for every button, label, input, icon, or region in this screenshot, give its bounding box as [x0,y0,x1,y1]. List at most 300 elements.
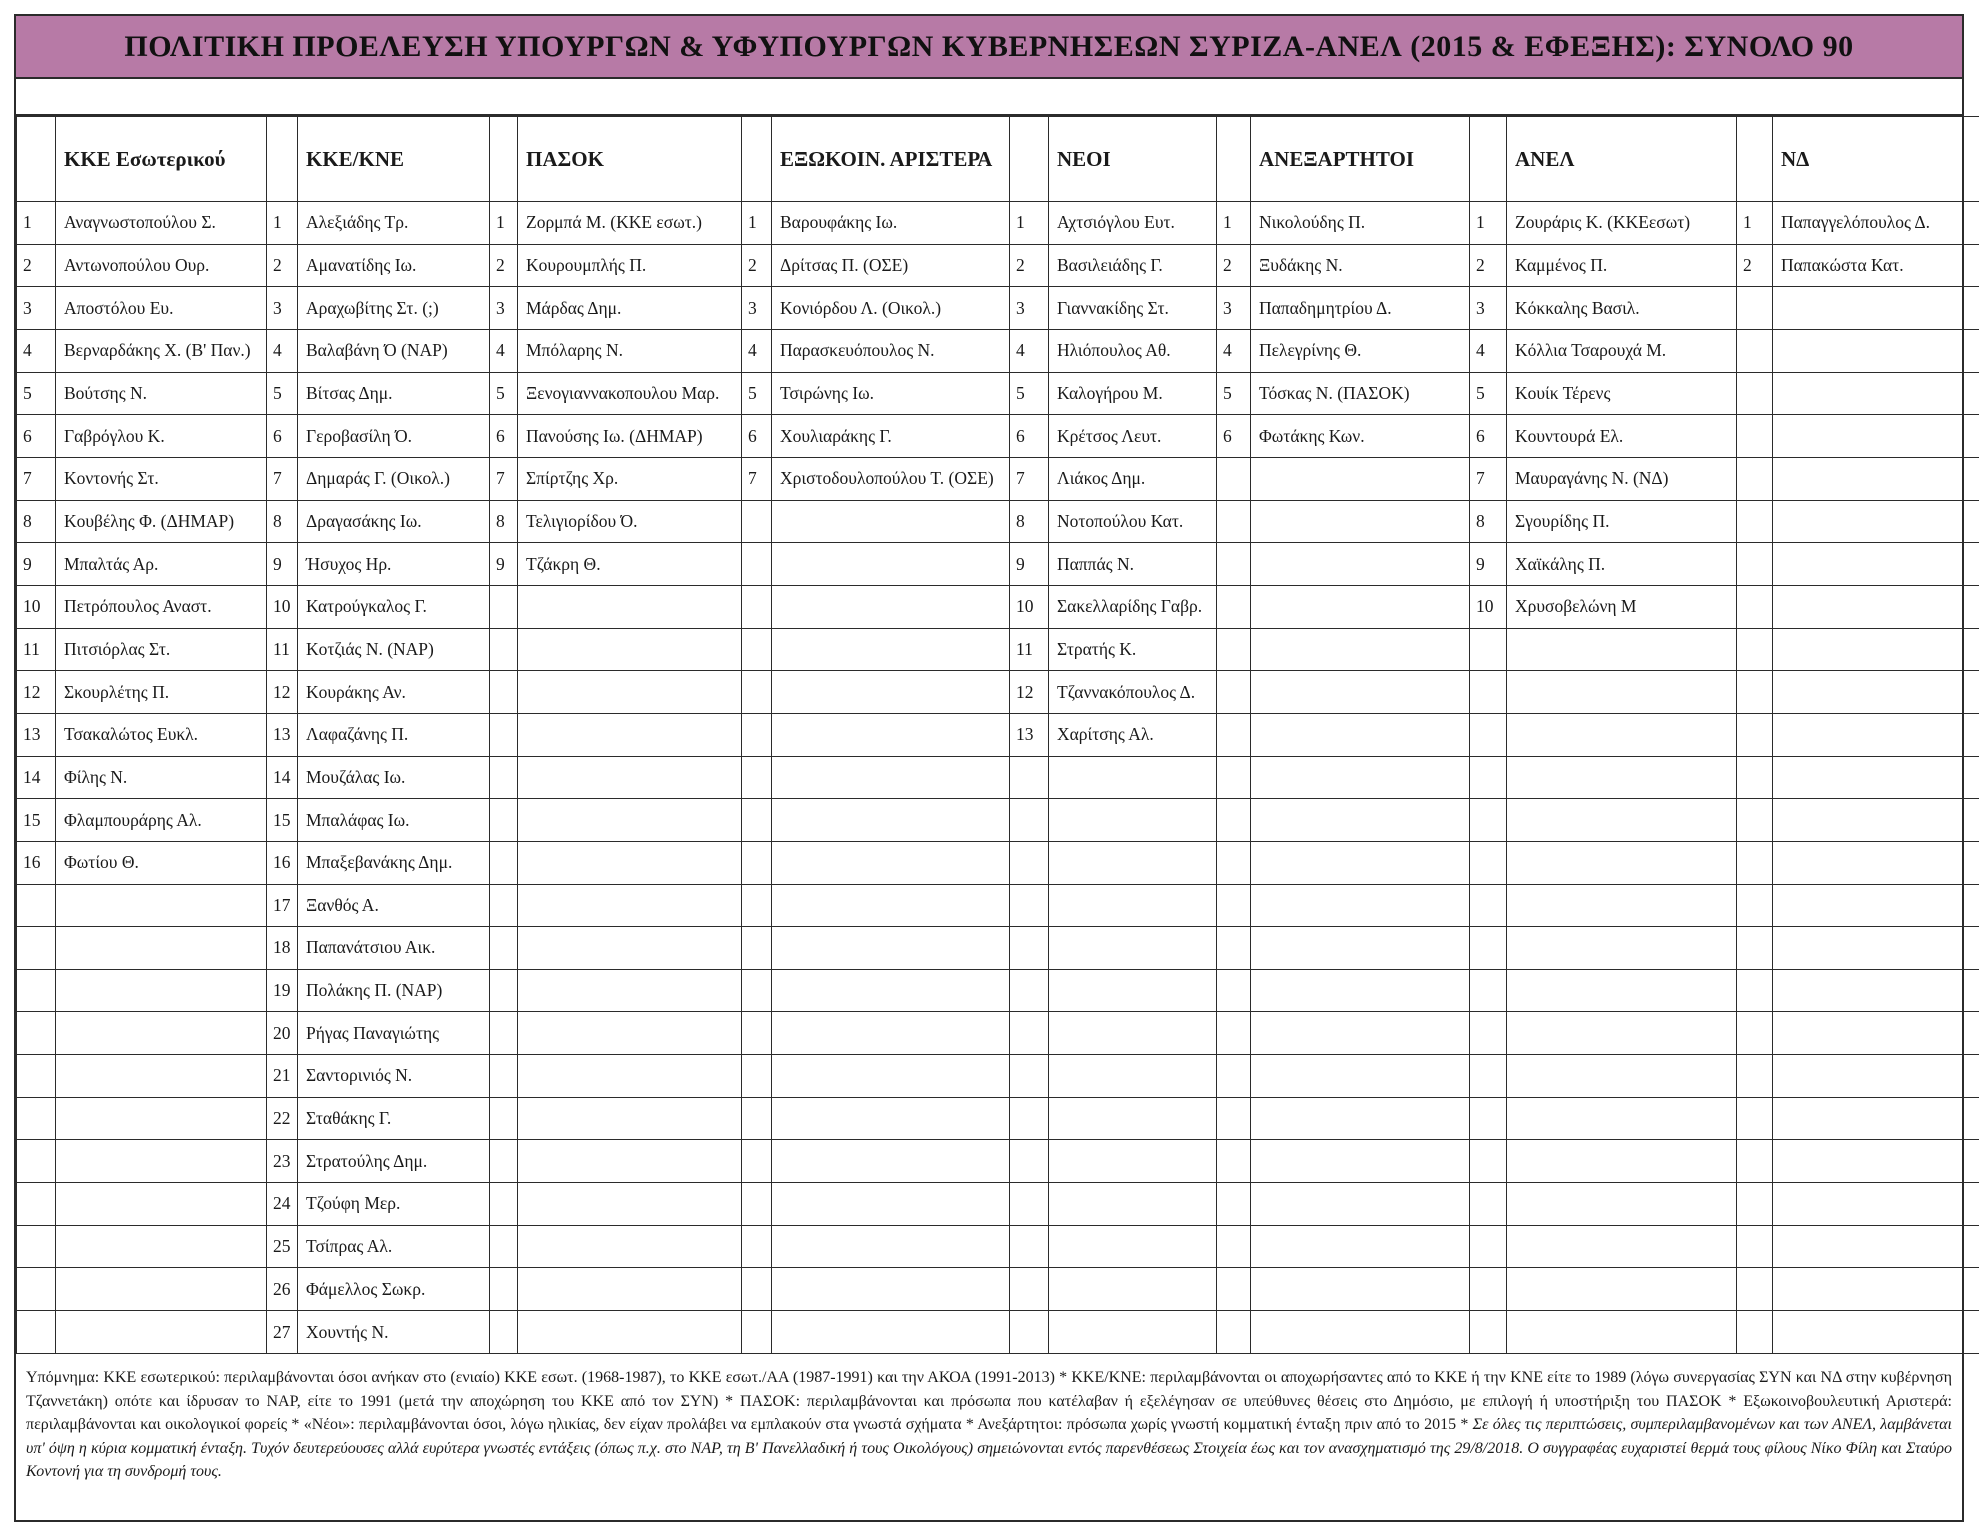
row-number [490,884,518,927]
minister-name [1251,1311,1470,1354]
minister-name [1049,1012,1217,1055]
row-number: 22 [267,1097,298,1140]
row-number [1010,884,1049,927]
minister-name [772,1012,1010,1055]
minister-name [772,1055,1010,1098]
row-number: 4 [267,329,298,372]
minister-name: Παπαδημητρίου Δ. [1251,287,1470,330]
row-number: 17 [267,884,298,927]
minister-name: Κατρούγκαλος Γ. [298,585,490,628]
row-number: 15 [17,799,56,842]
minister-name: Χαρίτσης Αλ. [1049,713,1217,756]
minister-name [518,628,742,671]
minister-name: Λαφαζάνης Π. [298,713,490,756]
row-number: 7 [742,457,772,500]
row-number [1217,457,1251,500]
minister-name: Χρυσοβελώνη Μ [1507,585,1737,628]
minister-name: Κόλλια Τσαρουχά Μ. [1507,329,1737,372]
row-number [1737,1268,1773,1311]
minister-name: Πολάκης Π. (ΝΑΡ) [298,969,490,1012]
minister-name: Φίλης Ν. [56,756,267,799]
column-header: ΚΚΕ/ΚΝΕ [298,117,490,202]
row-number [1010,969,1049,1012]
row-number [1217,1225,1251,1268]
minister-name: Βίτσας Δημ. [298,372,490,415]
minister-name [1251,585,1470,628]
row-number: 12 [1010,671,1049,714]
row-number: 1 [1010,202,1049,245]
row-number [17,884,56,927]
row-number [1217,713,1251,756]
row-number [17,1183,56,1226]
row-number: 15 [267,799,298,842]
minister-name: Αλεξιάδης Τρ. [298,202,490,245]
minister-name: Τόσκας Ν. (ΠΑΣΟΚ) [1251,372,1470,415]
minister-name [56,884,267,927]
minister-name: Σπίρτζης Χρ. [518,457,742,500]
row-number: 18 [267,927,298,970]
row-number: 5 [267,372,298,415]
minister-name: Δρίτσας Π. (ΟΣΕ) [772,244,1010,287]
minister-name [1507,1140,1737,1183]
minister-name [518,1097,742,1140]
row-number [1737,415,1773,458]
header-row [17,117,1979,202]
row-number: 7 [17,457,56,500]
minister-name [772,756,1010,799]
row-number: 14 [17,756,56,799]
row-number [742,1311,772,1354]
row-number [1470,841,1507,884]
row-number: 2 [17,244,56,287]
minister-name: Φλαμπουράρης Αλ. [56,799,267,842]
minister-name [1773,329,1979,372]
minister-name: Αχτσιόγλου Ευτ. [1049,202,1217,245]
row-number [742,671,772,714]
minister-name [56,1268,267,1311]
row-number [1737,713,1773,756]
row-number [1470,756,1507,799]
minister-name [1251,927,1470,970]
minister-name [1049,1311,1217,1354]
page-title: ΠΟΛΙΤΙΚΗ ΠΡΟΕΛΕΥΣΗ ΥΠΟΥΡΓΩΝ & ΥΦΥΠΟΥΡΓΩΝ ΚΥΒΕΡΝΗΣΕΩΝ ΣΥΡΙΖΑ-ΑΝΕΛ (2015 & ΕΦΕΞΗΣ): ΣΥΝΟΛΟ 90 [16,16,1962,79]
minister-name [772,543,1010,586]
minister-name [772,799,1010,842]
minister-name: Βούτσης Ν. [56,372,267,415]
row-number [17,927,56,970]
row-number [1470,671,1507,714]
row-number [1737,329,1773,372]
table-row [17,287,1979,330]
minister-name: Γεροβασίλη Ό. [298,415,490,458]
row-number: 21 [267,1055,298,1098]
row-number [1010,756,1049,799]
table-row [17,1055,1979,1098]
minister-name [1773,713,1979,756]
minister-name [518,841,742,884]
row-number [1470,1140,1507,1183]
row-number [1470,799,1507,842]
row-number: 13 [17,713,56,756]
minister-name: Βαρουφάκης Ιω. [772,202,1010,245]
row-number [742,927,772,970]
minister-name [1251,671,1470,714]
minister-name [56,969,267,1012]
row-number: 5 [1010,372,1049,415]
table-row [17,927,1979,970]
minister-name [1049,756,1217,799]
row-number [1217,1055,1251,1098]
row-number: 4 [1010,329,1049,372]
minister-name [1773,969,1979,1012]
row-number [1217,585,1251,628]
minister-name [56,927,267,970]
row-number [1737,500,1773,543]
minister-name: Δημαράς Γ. (Οικολ.) [298,457,490,500]
row-number [17,1097,56,1140]
minister-name: Βερναρδάκης Χ. (Β' Παν.) [56,329,267,372]
row-number: 10 [1010,585,1049,628]
row-number: 1 [1737,202,1773,245]
row-number [742,799,772,842]
minister-name [772,841,1010,884]
minister-name [56,1012,267,1055]
row-number: 4 [1217,329,1251,372]
table-row [17,1140,1979,1183]
minister-name [1251,1097,1470,1140]
row-number: 13 [1010,713,1049,756]
row-number [490,756,518,799]
minister-name [1773,500,1979,543]
minister-name [1251,500,1470,543]
minister-name [1507,1097,1737,1140]
row-number [1217,756,1251,799]
minister-name: Κοτζιάς Ν. (ΝΑΡ) [298,628,490,671]
row-number [1737,372,1773,415]
minister-name: Μπόλαρης Ν. [518,329,742,372]
table-row [17,329,1979,372]
minister-name: Κουρουμπλής Π. [518,244,742,287]
column-header: ΚΚΕ Εσωτερικού [56,117,267,202]
row-number [1010,1225,1049,1268]
minister-name: Ηλιόπουλος Αθ. [1049,329,1217,372]
ministers-table [16,116,1979,1354]
minister-name [772,1140,1010,1183]
row-number [1470,1183,1507,1226]
minister-name [1773,671,1979,714]
minister-name [1251,543,1470,586]
minister-name [1773,1097,1979,1140]
minister-name: Νοτοπούλου Κατ. [1049,500,1217,543]
row-number: 6 [1010,415,1049,458]
minister-name: Κρέτσος Λευτ. [1049,415,1217,458]
minister-name: Παπακώστα Κατ. [1773,244,1979,287]
row-number: 8 [1010,500,1049,543]
minister-name [772,671,1010,714]
table-row [17,500,1979,543]
row-number: 27 [267,1311,298,1354]
row-number [1470,1097,1507,1140]
minister-name [1773,841,1979,884]
row-number [1217,1097,1251,1140]
row-number [1217,1140,1251,1183]
row-number [490,927,518,970]
minister-name [518,1140,742,1183]
minister-name [772,969,1010,1012]
row-number: 9 [267,543,298,586]
header-number-cell [1737,117,1773,202]
row-number [742,756,772,799]
minister-name: Λιάκος Δημ. [1049,457,1217,500]
minister-name: Καλογήρου Μ. [1049,372,1217,415]
row-number: 7 [490,457,518,500]
row-number: 2 [267,244,298,287]
table-row [17,244,1979,287]
minister-name: Μπαλτάς Αρ. [56,543,267,586]
minister-name: Ξυδάκης Ν. [1251,244,1470,287]
minister-name: Παπαγγελόπουλος Δ. [1773,202,1979,245]
row-number: 9 [490,543,518,586]
header-number-cell [1010,117,1049,202]
row-number: 11 [17,628,56,671]
row-number: 6 [1470,415,1507,458]
table-row [17,1097,1979,1140]
minister-name [518,1225,742,1268]
header-number-cell [742,117,772,202]
row-number: 4 [490,329,518,372]
minister-name [518,1012,742,1055]
minister-name [56,1311,267,1354]
row-number [1737,1183,1773,1226]
row-number: 9 [1470,543,1507,586]
minister-name: Τελιγιορίδου Ό. [518,500,742,543]
row-number [1010,1055,1049,1098]
row-number: 7 [1010,457,1049,500]
minister-name [1773,1268,1979,1311]
row-number: 12 [267,671,298,714]
row-number: 2 [490,244,518,287]
row-number [1010,1183,1049,1226]
minister-name [1773,1012,1979,1055]
row-number: 16 [17,841,56,884]
row-number: 3 [267,287,298,330]
legend-text: Υπόμνημα: ΚΚΕ εσωτερικού: περιλαμβάνονται όσοι ανήκαν στο (ενιαίο) ΚΚΕ εσωτ. (1968-1987), το ΚΚΕ εσωτ./ΑΑ (1987-1991) και την ΑΚΟΑ (1991-2013) * ΚΚΕ/ΚΝΕ: περιλαμβάνονται οι αποχωρήσαντες από το ΚΚΕ ή την ΚΝΕ είτε το 1989 (λόγω συνεργασίας ΣΥΝ και ΝΔ στην κυβέρνηση Τζαννετάκη) οπότε και ίδρυσαν το ΝΑΡ, είτε το 1991 (μετά την αποχώρηση του ΚΚΕ από τον ΣΥΝ) * ΠΑΣΟΚ: περιλαμβάνονται και πρόσωπα που κατέλαβαν ή εξελέγησαν σε υπεύθυνες θέσεις στο Δημόσιο, με επιλογή ή υποστήριξη του ΠΑΣΟΚ * Εξωκοινοβουλευτική Αριστερά: περιλαμβάνονται και οικολογικοί φορείς * «Νέοι»: περιλαμβάνονται όσοι, λόγω ηλικίας, δεν είχαν προλάβει να εμπλακούν στα γνωστά σχήματα * Ανεξάρτητοι: πρόσωπα χωρίς γνωστή κομματική ένταξη πριν από το 2015 * [26,1369,1952,1433]
row-number: 4 [17,329,56,372]
row-number [490,628,518,671]
minister-name [1773,927,1979,970]
row-number [1010,1268,1049,1311]
table-row [17,372,1979,415]
minister-name [56,1097,267,1140]
row-number: 23 [267,1140,298,1183]
minister-name [1251,628,1470,671]
minister-name [1773,1183,1979,1226]
row-number: 26 [267,1268,298,1311]
row-number [1737,1055,1773,1098]
row-number [1470,927,1507,970]
minister-name: Σκουρλέτης Π. [56,671,267,714]
row-number [490,799,518,842]
row-number: 8 [267,500,298,543]
row-number: 6 [267,415,298,458]
row-number [490,1055,518,1098]
row-number [742,1225,772,1268]
row-number: 3 [490,287,518,330]
minister-name: Κουντουρά Ελ. [1507,415,1737,458]
minister-name [1507,713,1737,756]
row-number [17,1140,56,1183]
minister-name: Κουράκης Αν. [298,671,490,714]
minister-name [1507,1268,1737,1311]
minister-name: Μπαλάφας Ιω. [298,799,490,842]
minister-name [1251,1183,1470,1226]
minister-name: Αμανατίδης Ιω. [298,244,490,287]
row-number: 6 [490,415,518,458]
minister-name: Καμμένος Π. [1507,244,1737,287]
minister-name [772,1097,1010,1140]
row-number [490,1097,518,1140]
minister-name: Νικολούδης Π. [1251,202,1470,245]
minister-name [1507,1225,1737,1268]
row-number [1737,585,1773,628]
row-number: 5 [1470,372,1507,415]
row-number: 3 [1217,287,1251,330]
row-number: 4 [1470,329,1507,372]
table-row [17,713,1979,756]
row-number [490,585,518,628]
header-number-cell [1470,117,1507,202]
row-number: 5 [742,372,772,415]
minister-name: Κονιόρδου Λ. (Οικολ.) [772,287,1010,330]
minister-name [1049,841,1217,884]
minister-name [1507,884,1737,927]
minister-name [518,799,742,842]
row-number [17,1012,56,1055]
row-number: 20 [267,1012,298,1055]
row-number: 13 [267,713,298,756]
minister-name: Σταθάκης Γ. [298,1097,490,1140]
row-number [490,969,518,1012]
minister-name: Χουλιαράκης Γ. [772,415,1010,458]
minister-name [518,969,742,1012]
minister-name: Στρατούλης Δημ. [298,1140,490,1183]
row-number: 2 [1470,244,1507,287]
row-number [742,1097,772,1140]
minister-name: Σακελλαρίδης Γαβρ. [1049,585,1217,628]
row-number [742,1055,772,1098]
row-number [1470,1012,1507,1055]
minister-name [56,1055,267,1098]
minister-name [772,1268,1010,1311]
minister-name: Μαυραγάνης Ν. (ΝΔ) [1507,457,1737,500]
row-number [1737,884,1773,927]
minister-name [1049,884,1217,927]
minister-name: Αραχωβίτης Στ. (;) [298,287,490,330]
minister-name: Κοντονής Στ. [56,457,267,500]
blank-row [16,79,1962,116]
row-number [1217,671,1251,714]
row-number: 1 [490,202,518,245]
minister-name [1507,1183,1737,1226]
minister-name [518,585,742,628]
minister-name: Ξανθός Α. [298,884,490,927]
minister-name: Ρήγας Παναγιώτης [298,1012,490,1055]
row-number: 2 [1010,244,1049,287]
row-number [742,585,772,628]
column-header: ΕΞΩΚΟΙΝ. ΑΡΙΣΤΕΡΑ [772,117,1010,202]
minister-name [1773,884,1979,927]
row-number [1010,799,1049,842]
minister-name: Ζορμπά Μ. (ΚΚΕ εσωτ.) [518,202,742,245]
document-frame [14,14,1964,1522]
minister-name [56,1140,267,1183]
row-number [1010,1311,1049,1354]
row-number [1737,1012,1773,1055]
row-number: 1 [267,202,298,245]
minister-name [1507,1055,1737,1098]
minister-name [1773,415,1979,458]
minister-name [1773,585,1979,628]
row-number [1737,1097,1773,1140]
minister-name: Τζαννακόπουλος Δ. [1049,671,1217,714]
row-number: 8 [1470,500,1507,543]
minister-name [1507,1012,1737,1055]
minister-name: Μάρδας Δημ. [518,287,742,330]
row-number [742,884,772,927]
legend-note [26,1366,1952,1484]
row-number [1470,628,1507,671]
column-header: ΑΝΕΛ [1507,117,1737,202]
minister-name: Χριστοδουλοπούλου Τ. (ΟΣΕ) [772,457,1010,500]
table-row [17,1012,1979,1055]
minister-name [1049,969,1217,1012]
row-number: 6 [17,415,56,458]
minister-name [1773,756,1979,799]
minister-name [772,927,1010,970]
minister-name: Γαβρόγλου Κ. [56,415,267,458]
minister-name: Τζούφη Μερ. [298,1183,490,1226]
minister-name [518,1268,742,1311]
minister-name [518,1311,742,1354]
minister-name [1507,927,1737,970]
table-row [17,628,1979,671]
row-number: 3 [1010,287,1049,330]
minister-name: Παπανάτσιου Αικ. [298,927,490,970]
minister-name [1251,713,1470,756]
minister-name: Χουντής Ν. [298,1311,490,1354]
row-number [742,543,772,586]
minister-name: Βασιλειάδης Γ. [1049,244,1217,287]
row-number [490,1140,518,1183]
minister-name [1049,1225,1217,1268]
row-number [1737,969,1773,1012]
minister-name [518,1055,742,1098]
table-row [17,1268,1979,1311]
minister-name: Γιαννακίδης Στ. [1049,287,1217,330]
row-number [742,841,772,884]
minister-name: Πιτσιόρλας Στ. [56,628,267,671]
row-number [1737,1225,1773,1268]
minister-name [1507,1311,1737,1354]
minister-name: Πετρόπουλος Αναστ. [56,585,267,628]
row-number: 6 [1217,415,1251,458]
row-number [742,628,772,671]
row-number: 16 [267,841,298,884]
column-header: ΝΕΟΙ [1049,117,1217,202]
minister-name [1251,841,1470,884]
row-number [17,1225,56,1268]
table-row [17,1225,1979,1268]
